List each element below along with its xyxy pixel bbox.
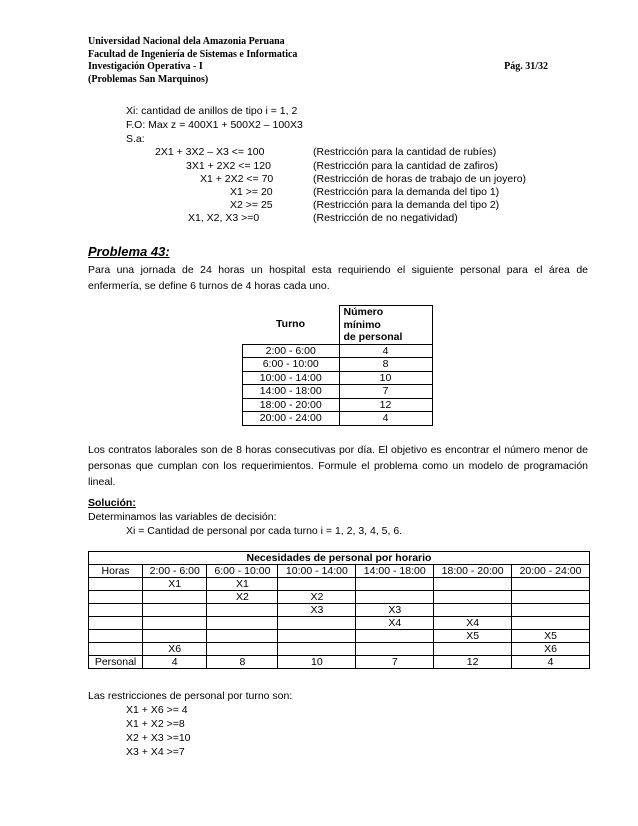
min-cell: 12 bbox=[339, 398, 432, 412]
table-cell bbox=[278, 643, 356, 656]
table-cell: X2 bbox=[278, 591, 356, 604]
constraint-expr: 3X1 + 2X2 <= 120 bbox=[186, 160, 271, 172]
table-row bbox=[89, 643, 590, 656]
table-cell: 10 bbox=[278, 656, 356, 669]
table-row bbox=[243, 358, 433, 372]
min-cell: 7 bbox=[339, 385, 432, 399]
table-cell bbox=[207, 617, 278, 630]
table-cell: Personal bbox=[89, 656, 143, 669]
table-cell bbox=[89, 630, 143, 643]
table-cell bbox=[89, 643, 143, 656]
min-cell: 10 bbox=[339, 371, 432, 385]
header-source: (Problemas San Marquinos) bbox=[88, 73, 209, 85]
table-cell bbox=[89, 617, 143, 630]
shift-cell: 20:00 - 24:00 bbox=[243, 412, 340, 426]
table-cell bbox=[143, 591, 207, 604]
table-cell bbox=[89, 578, 143, 591]
restrictions-intro: Las restricciones de personal por turno son: bbox=[88, 690, 293, 702]
table-row bbox=[243, 385, 433, 399]
table-cell bbox=[207, 643, 278, 656]
table-cell bbox=[278, 630, 356, 643]
table-cell: X2 bbox=[207, 591, 278, 604]
col-header: 14:00 - 18:00 bbox=[356, 565, 434, 578]
table-cell: X5 bbox=[434, 630, 512, 643]
table-header-row bbox=[89, 565, 590, 578]
table-cell bbox=[143, 630, 207, 643]
header-university: Universidad Nacional dela Amazonia Peruana bbox=[88, 36, 285, 47]
table-cell: 4 bbox=[512, 656, 590, 669]
solution-var-definition: Xi = Cantidad de personal por cada turno i = 1, 2, 3, 4, 5, 6. bbox=[126, 525, 403, 537]
col-header-line: mínimo bbox=[343, 318, 381, 331]
min-cell: 4 bbox=[339, 412, 432, 426]
table-cell bbox=[356, 591, 434, 604]
col-header: 10:00 - 14:00 bbox=[278, 565, 356, 578]
constraint-desc: (Restricción para la demanda del tipo 1) bbox=[313, 186, 500, 198]
table-cell bbox=[356, 643, 434, 656]
table-row bbox=[89, 578, 590, 591]
table-cell bbox=[512, 591, 590, 604]
table-cell bbox=[356, 630, 434, 643]
shift-requirements-table bbox=[242, 305, 433, 426]
table-cell: X1 bbox=[207, 578, 278, 591]
table-cell: 4 bbox=[143, 656, 207, 669]
staffing-needs-table bbox=[88, 551, 590, 669]
restriction-line: X1 + X6 >= 4 bbox=[126, 704, 188, 716]
table-cell bbox=[356, 578, 434, 591]
col-header: 18:00 - 20:00 bbox=[434, 565, 512, 578]
table-cell bbox=[143, 617, 207, 630]
table-row bbox=[243, 398, 433, 412]
col-header: 6:00 - 10:00 bbox=[207, 565, 278, 578]
table-cell bbox=[207, 604, 278, 617]
table-cell: 12 bbox=[434, 656, 512, 669]
shift-cell: 10:00 - 14:00 bbox=[243, 371, 340, 385]
constraint-expr: X1 >= 20 bbox=[230, 186, 273, 198]
constraint-expr: X1, X2, X3 >=0 bbox=[188, 212, 260, 224]
contracts-paragraph: Los contratos laborales son de 8 horas consecutivas por día. El objetivo es encontrar el número menor de personas que cumplan con los requerimientos. Formule el problema como un modelo de programación lineal. bbox=[88, 444, 588, 488]
restriction-line: X3 + X4 >=7 bbox=[126, 746, 185, 758]
table-row bbox=[243, 371, 433, 385]
col-header: 20:00 - 24:00 bbox=[512, 565, 590, 578]
table-row bbox=[243, 412, 433, 426]
solution-title: Solución: bbox=[88, 497, 136, 509]
table-cell bbox=[143, 604, 207, 617]
constraint-desc: (Restricción de no negatividad) bbox=[313, 212, 458, 224]
header-faculty: Facultad de Ingeniería de Sistemas e Informatica bbox=[88, 48, 298, 60]
problem-statement: Para una jornada de 24 horas un hospital esta requiriendo el siguiente personal para el área de enfermería, se define 6 turnos de 4 horas cada uno. bbox=[88, 264, 588, 292]
table-cell bbox=[434, 643, 512, 656]
col-header-line: Número bbox=[343, 306, 384, 318]
table-cell: X4 bbox=[434, 617, 512, 630]
table-cell: X6 bbox=[512, 643, 590, 656]
table-row bbox=[89, 604, 590, 617]
restriction-line: X2 + X3 >=10 bbox=[126, 732, 191, 744]
restriction-line: X1 + X2 >=8 bbox=[126, 718, 185, 730]
table-cell: X5 bbox=[512, 630, 590, 643]
constraint-desc: (Restricción de horas de trabajo de un joyero) bbox=[313, 173, 527, 185]
solution-intro: Determinamos las variables de decisión: bbox=[88, 511, 277, 523]
col-header-line: de personal bbox=[343, 331, 403, 343]
table-cell bbox=[434, 578, 512, 591]
constraint-desc: (Restricción para la cantidad de zafiros) bbox=[313, 160, 499, 172]
table-row bbox=[243, 344, 433, 358]
constraint-expr: 2X1 + 3X2 – X3 <= 100 bbox=[155, 146, 265, 158]
min-cell: 4 bbox=[339, 344, 432, 358]
table-cell: X6 bbox=[143, 643, 207, 656]
table-cell bbox=[207, 630, 278, 643]
shift-cell: 18:00 - 20:00 bbox=[243, 398, 340, 412]
table-cell bbox=[434, 591, 512, 604]
objective-function: F.O: Max z = 400X1 + 500X2 – 100X3 bbox=[126, 119, 303, 131]
header-course: Investigación Operativa - I bbox=[88, 61, 203, 72]
table-cell: X4 bbox=[356, 617, 434, 630]
constraint-desc: (Restricción para la cantidad de rubíes) bbox=[313, 146, 497, 158]
table-cell: 7 bbox=[356, 656, 434, 669]
table-row bbox=[89, 591, 590, 604]
table-row bbox=[89, 630, 590, 643]
shift-cell: 6:00 - 10:00 bbox=[243, 358, 340, 372]
min-cell: 8 bbox=[339, 358, 432, 372]
constraint-expr: X1 + 2X2 <= 70 bbox=[200, 173, 274, 185]
table-cell bbox=[512, 578, 590, 591]
constraint-desc: (Restricción para la demanda del tipo 2) bbox=[313, 199, 500, 211]
table-cell bbox=[278, 578, 356, 591]
page-number: Pág. 31/32 bbox=[504, 61, 548, 72]
table-row bbox=[89, 656, 590, 669]
col-header: Horas bbox=[89, 565, 143, 578]
col-header-min-personal bbox=[339, 306, 432, 345]
col-header: 2:00 - 6:00 bbox=[143, 565, 207, 578]
subject-to: S.a: bbox=[126, 133, 145, 145]
table-cell: 8 bbox=[207, 656, 278, 669]
problem-title: Problema 43: bbox=[88, 244, 170, 259]
var-definition: Xi: cantidad de anillos de tipo i = 1, 2 bbox=[126, 105, 298, 117]
table-cell bbox=[89, 591, 143, 604]
table-cell bbox=[434, 604, 512, 617]
table-title: Necesidades de personal por horario bbox=[89, 552, 590, 565]
table-cell bbox=[512, 604, 590, 617]
table-cell: X3 bbox=[356, 604, 434, 617]
table-cell: X1 bbox=[143, 578, 207, 591]
col-header-turno: Turno bbox=[276, 318, 305, 331]
table-cell bbox=[278, 617, 356, 630]
constraint-expr: X2 >= 25 bbox=[230, 199, 273, 211]
page-header bbox=[88, 36, 548, 86]
table-cell bbox=[512, 617, 590, 630]
table-row bbox=[89, 617, 590, 630]
shift-cell: 14:00 - 18:00 bbox=[243, 385, 340, 399]
shift-cell: 2:00 - 6:00 bbox=[243, 344, 340, 358]
table-cell bbox=[89, 604, 143, 617]
table-cell: X3 bbox=[278, 604, 356, 617]
